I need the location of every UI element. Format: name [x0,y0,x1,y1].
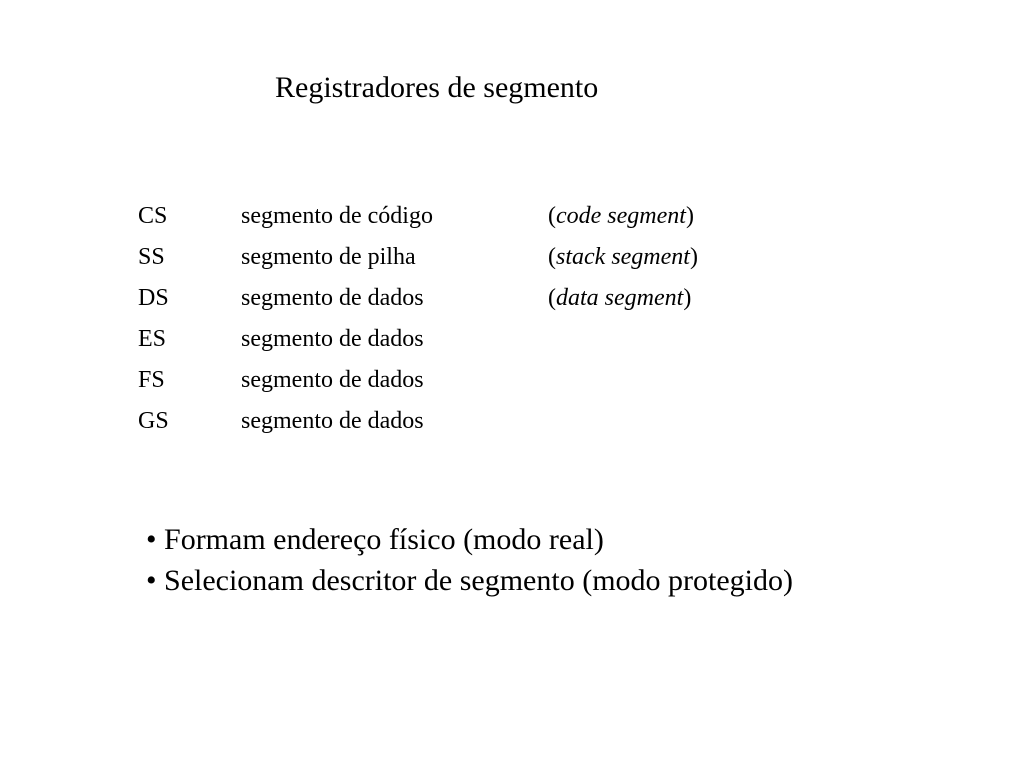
register-code: GS [138,408,169,434]
register-description: segmento de dados [241,285,424,311]
register-description: segmento de dados [241,408,424,434]
register-english-name: (stack segment) [548,244,698,270]
register-code: FS [138,367,165,393]
register-code: SS [138,244,165,270]
register-code: ES [138,326,167,352]
register-description: segmento de dados [241,367,424,393]
bullet-item: • Formam endereço físico (modo real) [146,523,604,556]
register-description: segmento de dados [241,326,424,352]
register-english-text: data segment [556,285,684,311]
register-description: segmento de código [241,203,433,229]
slide-title: Registradores de segmento [275,71,599,104]
register-english-text: stack segment [556,244,690,270]
bullet-item: • Selecionam descritor de segmento (modo protegido) [146,564,793,597]
register-code: DS [138,285,169,311]
register-code: CS [138,203,168,229]
register-english-text: code segment [556,203,686,229]
register-english-name: (code segment) [548,203,694,229]
bullet-list [146,519,793,601]
register-english-name: (data segment) [548,285,692,311]
register-description: segmento de pilha [241,244,416,270]
